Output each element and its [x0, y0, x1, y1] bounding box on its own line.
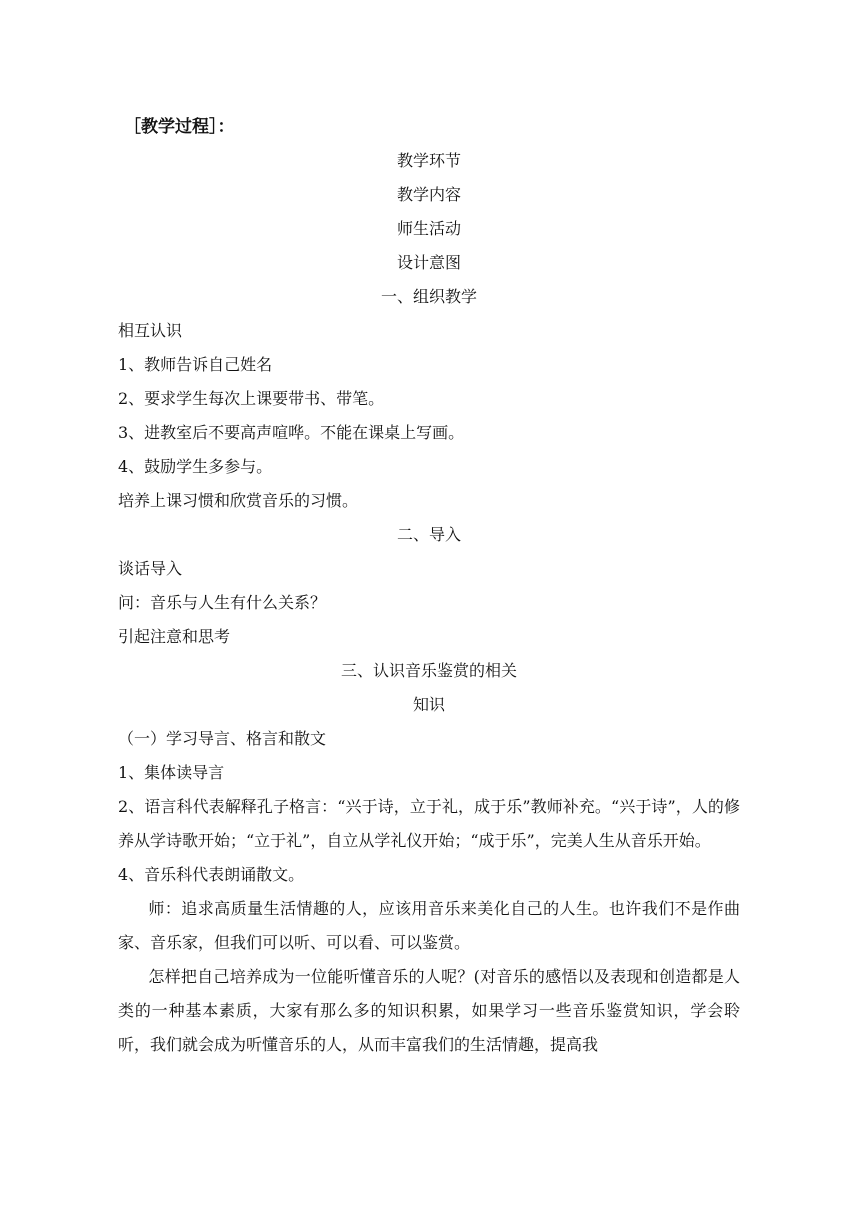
part3-title-line2: 知识: [412, 695, 445, 714]
section-heading: ［教学过程］：: [124, 117, 235, 137]
part1-item-4: 4、鼓励学生多参与。: [118, 457, 273, 476]
header-design-intent: 设计意图: [396, 253, 461, 272]
part1-title: 一、组织教学: [380, 287, 477, 306]
part2-subtitle: 谈话导入: [118, 559, 183, 578]
part2-question: 问：音乐与人生有什么关系？: [118, 593, 327, 612]
part3-item-4: 4、音乐科代表朗诵散文。: [118, 865, 305, 884]
part2-purpose: 引起注意和思考: [118, 627, 231, 646]
part3-title-line1: 三、认识音乐鉴赏的相关: [340, 661, 517, 680]
header-teacher-student-activity: 师生活动: [396, 219, 461, 238]
header-teaching-content: 教学内容: [396, 185, 461, 204]
part1-item-2: 2、要求学生每次上课要带书、带笔。: [118, 389, 385, 408]
part3-subsection-1: （一）学习导言、格言和散文: [118, 729, 327, 748]
part3-item-1: 1、集体读导言: [118, 763, 225, 782]
part2-title: 二、导入: [396, 525, 461, 544]
document-content: [118, 110, 740, 1062]
part1-purpose: 培养上课习惯和欣赏音乐的习惯。: [118, 491, 359, 510]
teacher-paragraph: 师：追求高质量生活情趣的人，应该用音乐来美化自己的人生。也许我们不是作曲家、音乐家，但我们可以听、可以看、可以鉴赏。: [118, 899, 740, 952]
part1-subtitle: 相互认识: [118, 321, 183, 340]
part1-item-3: 3、进教室后不要高声喧哗。不能在课桌上写画。: [118, 423, 465, 442]
question-paragraph: 怎样把自己培养成为一位能听懂音乐的人呢？(对音乐的感悟以及表现和创造都是人类的一种基本素质，大家有那么多的知识积累，如果学习一些音乐鉴赏知识，学会聆听，我们就会成为听懂音乐的人，从而丰富我们的生活情趣，提高我: [118, 967, 740, 1054]
part3-item-2: 2、语言科代表解释孔子格言：“兴于诗，立于礼，成于乐”教师补充。“兴于诗”，人的修养从学诗歌开始；“立于礼”，自立从学礼仪开始；“成于乐”，完美人生从音乐开始。: [118, 797, 740, 850]
part1-item-1: 1、教师告诉自己姓名: [118, 355, 273, 374]
header-teaching-stage: 教学环节: [396, 151, 461, 170]
